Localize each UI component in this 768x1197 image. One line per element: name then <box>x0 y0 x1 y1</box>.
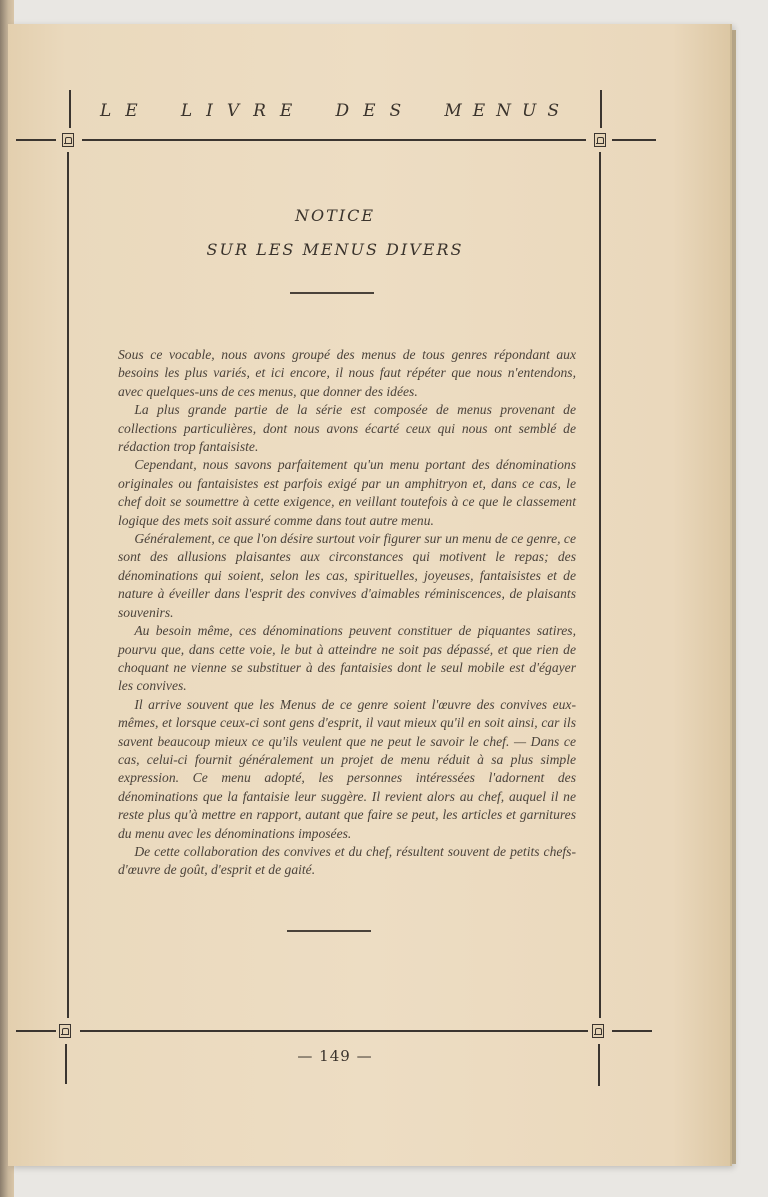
end-divider <box>287 930 371 932</box>
frame-right-top-tick <box>600 90 602 128</box>
paragraph: Généralement, ce que l'on désire surtout voir figurer sur un menu de ce genre, ce sont des allusions plaisantes aux circonstances qui motivent le repas; des dénominations qui soient, selon les cas, spirituelles, joyeuses, fantaisistes et de nature à éveiller dans l'esprit des convives d'aimables réminiscences, de plaisants souvenirs. <box>118 531 576 620</box>
corner-ornament-icon <box>62 133 74 147</box>
frame-bottom-right-stub <box>612 1030 652 1032</box>
running-head-word: MENUS <box>444 101 570 121</box>
corner-ornament-icon <box>592 1024 604 1038</box>
corner-ornament-icon <box>59 1024 71 1038</box>
frame-left-rule <box>67 152 69 1018</box>
paragraph: Cependant, nous savons parfaitement qu'un menu portant des dénominations originales ou fantaisistes est parfois exigé par un amphitryon et, dans ce cas, le chef doit se soumettre à cette exigence, en veillant toutefois à ce que le classement logique des mets soit assuré comme dans tout autre menu. <box>118 457 576 528</box>
paragraph: De cette collaboration des convives et du chef, résultent souvent de petits chefs-d'œuvre de goût, d'esprit et de gaité. <box>118 843 576 878</box>
frame-right-rule <box>599 152 601 1018</box>
paragraph: Sous ce vocable, nous avons groupé des menus de tous genres répondant aux besoins les plus variés, et ici encore, il nous faut répéter que nous n'entendons, avec quelques-uns de ces menus, que donner des idées. <box>118 347 576 399</box>
title-divider <box>290 292 374 294</box>
running-head-word: LE <box>100 101 152 121</box>
frame-bottom-left-stub <box>16 1030 56 1032</box>
notice-title: NOTICE <box>294 206 376 225</box>
frame-left-top-tick <box>69 90 71 128</box>
paragraph: Il arrive souvent que les Menus de ce genre soient l'œuvre des convives eux-mêmes, et lorsque ceux-ci sont gens d'esprit, il vaut mieux qu'il en soit ainsi, car ils savent beaucoup mieux ce qu'ils veulent que ne peut le savoir le chef. — Dans ce cas, celui-ci fournit généralement un projet de menu réduit à sa plus simple expression. Ce menu adopté, les personnes intéressées l'adornent des dénominations que la fantaisie leur suggère. Il revient alors au chef, auquel il ne reste plus qu'à mettre en rapport, autant que faire se peut, les articles et garnitures du menu avec les dénominations imposées. <box>118 696 576 841</box>
running-head-word: LIVRE <box>180 101 307 121</box>
frame-right-bottom-tick <box>598 1044 600 1086</box>
corner-ornament-icon <box>594 133 606 147</box>
frame-top-right-stub <box>612 139 656 141</box>
notice-subtitle: SUR LES MENUS DIVERS <box>206 240 464 259</box>
page-number: — 149 — <box>297 1047 373 1065</box>
running-head <box>100 101 570 121</box>
frame-left-bottom-tick <box>65 1044 67 1084</box>
notice-body <box>118 346 576 880</box>
frame-top-left-stub <box>16 139 56 141</box>
frame-top-rule <box>82 139 586 141</box>
paragraph: La plus grande partie de la série est composée de menus provenant de collections particulières, dont nous avons écarté ceux qui nous ont semblé de rédaction trop fantaisiste. <box>118 402 576 455</box>
page-edge <box>730 30 736 1164</box>
frame-bottom-rule <box>80 1030 588 1032</box>
running-head-word: DES <box>335 101 416 121</box>
paragraph: Au besoin même, ces dénominations peuvent constituer de piquantes satires, pourvu que, dans cette voie, le but à atteindre ne soit pas dépassé, et que rien de choquant ne vienne se substituer à des fantaisies dont le seul mobile est d'égayer les convives. <box>118 623 576 694</box>
